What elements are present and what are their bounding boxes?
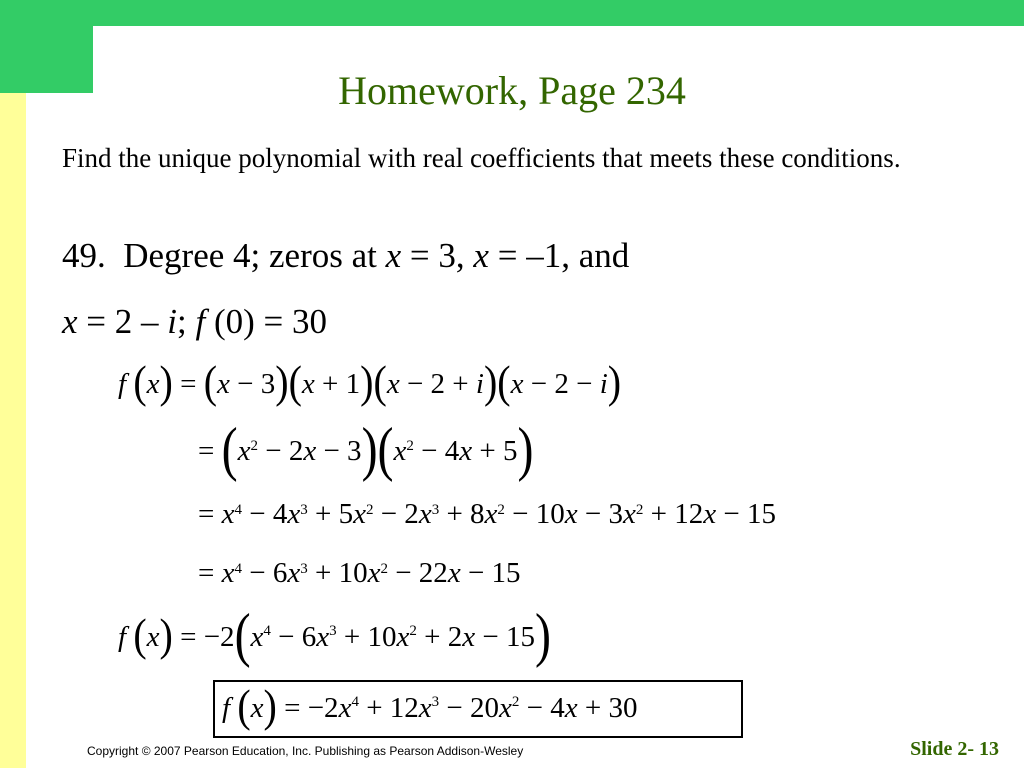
problem-number: 49. [62, 236, 106, 275]
top-accent-bar [0, 0, 1024, 26]
copyright-text: Copyright © 2007 Pearson Education, Inc. Publishing as Pearson Addison-Wesley [87, 744, 524, 758]
slide-number: Slide 2- 13 [910, 738, 999, 760]
equation-step-3: = $x^4 - 4x^3 + 5x^2 - 2x^3 + 8x^2 - 10x - 3x^2 + 12x - 15$ [198, 498, 776, 530]
problem-statement-line-1: 49. Degree 4; zeros at x = 3, x = –1, and [62, 236, 630, 275]
problem-statement-line-2: x = 2 – i; f (0) = 30 [62, 302, 328, 341]
equation-step-4: = $x^4 - 6x^3 + 10x^2 - 22x - 15$ [198, 557, 521, 589]
side-accent-strip [0, 93, 26, 768]
slide-title: Homework, Page 234 [338, 68, 686, 113]
final-answer-equation: f $(x) = -2x^4 + 12x^3 - 20x^2 - 4x + 30$ [222, 679, 638, 732]
instructions-text: Find the unique polynomial with real coefficients that meets these conditions. [62, 143, 901, 173]
equation-step-2: = $(x^2 - 2x - 3)(x^2 - 4x + 5)$ [198, 416, 534, 483]
equation-step-5: f $(x) = -2(x^4 - 6x^3 + 10x^2 + 2x - 15)$ [118, 602, 551, 669]
equation-step-1: f (x) = (x − 3)(x + 1)(x − 2 + i)(x − 2 − i) [118, 355, 622, 408]
